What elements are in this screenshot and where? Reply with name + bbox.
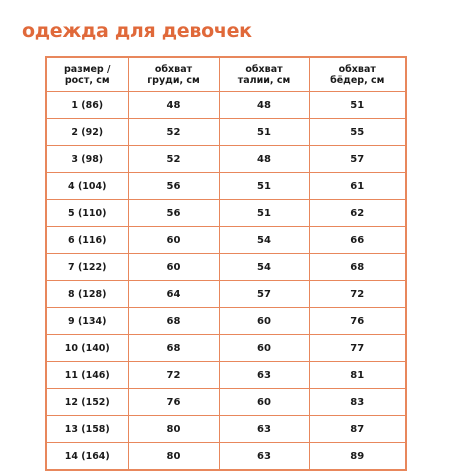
header-chest [128,57,219,92]
hips-cell: 66 [309,227,406,254]
table-row [46,146,406,173]
size-cell: 5 (110) [46,200,128,227]
header-hips [309,57,406,92]
hips-cell: 83 [309,389,406,416]
size-cell: 14 (164) [46,443,128,471]
table-row [46,92,406,119]
waist-cell: 63 [219,443,309,471]
waist-cell: 57 [219,281,309,308]
waist-cell: 51 [219,119,309,146]
hips-cell: 76 [309,308,406,335]
hips-cell: 72 [309,281,406,308]
waist-cell: 63 [219,416,309,443]
table-row [46,389,406,416]
table-row [46,443,406,471]
header-chest-line-2: груди, см [147,74,200,86]
header-chest-line-1: обхват [154,63,193,75]
hips-cell: 89 [309,443,406,471]
chest-cell: 56 [128,200,219,227]
size-cell: 6 (116) [46,227,128,254]
size-cell: 13 (158) [46,416,128,443]
header-waist-line-2: талии, см [237,74,291,86]
hips-cell: 62 [309,200,406,227]
size-table [45,56,407,471]
waist-cell: 48 [219,92,309,119]
header-size-height [46,57,128,92]
table-row [46,173,406,200]
hips-cell: 51 [309,92,406,119]
table-row [46,254,406,281]
chest-cell: 52 [128,146,219,173]
chest-cell: 80 [128,443,219,471]
table-row [46,308,406,335]
waist-cell: 60 [219,335,309,362]
hips-cell: 61 [309,173,406,200]
table-row [46,119,406,146]
size-cell: 10 (140) [46,335,128,362]
table-body [46,92,406,471]
hips-cell: 55 [309,119,406,146]
chest-cell: 72 [128,362,219,389]
waist-cell: 48 [219,146,309,173]
chest-cell: 52 [128,119,219,146]
header-size-line-1: размер / [63,63,111,75]
waist-cell: 60 [219,389,309,416]
header-waist-line-1: обхват [245,63,283,75]
size-cell: 7 (122) [46,254,128,281]
chest-cell: 56 [128,173,219,200]
size-cell: 11 (146) [46,362,128,389]
waist-cell: 51 [219,200,309,227]
chest-cell: 68 [128,335,219,362]
chest-cell: 80 [128,416,219,443]
page-title: одежда для девочек [22,20,252,42]
table-row [46,200,406,227]
waist-cell: 51 [219,173,309,200]
table-row [46,362,406,389]
size-cell: 12 (152) [46,389,128,416]
table-row [46,281,406,308]
table-row [46,227,406,254]
size-cell: 8 (128) [46,281,128,308]
waist-cell: 54 [219,254,309,281]
table-row [46,416,406,443]
hips-cell: 68 [309,254,406,281]
size-cell: 1 (86) [46,92,128,119]
size-cell: 4 (104) [46,173,128,200]
hips-cell: 77 [309,335,406,362]
hips-cell: 57 [309,146,406,173]
hips-cell: 81 [309,362,406,389]
chest-cell: 64 [128,281,219,308]
waist-cell: 54 [219,227,309,254]
chest-cell: 48 [128,92,219,119]
size-cell: 9 (134) [46,308,128,335]
size-cell: 2 (92) [46,119,128,146]
header-hips-line-2: бёдер, см [330,74,385,86]
hips-cell: 87 [309,416,406,443]
waist-cell: 60 [219,308,309,335]
header-waist [219,57,309,92]
table-header-row [46,57,406,92]
chest-cell: 68 [128,308,219,335]
table-row [46,335,406,362]
chest-cell: 60 [128,227,219,254]
header-hips-line-1: обхват [338,63,376,75]
chest-cell: 76 [128,389,219,416]
waist-cell: 63 [219,362,309,389]
chest-cell: 60 [128,254,219,281]
header-size-line-2: рост, см [64,74,110,86]
size-cell: 3 (98) [46,146,128,173]
